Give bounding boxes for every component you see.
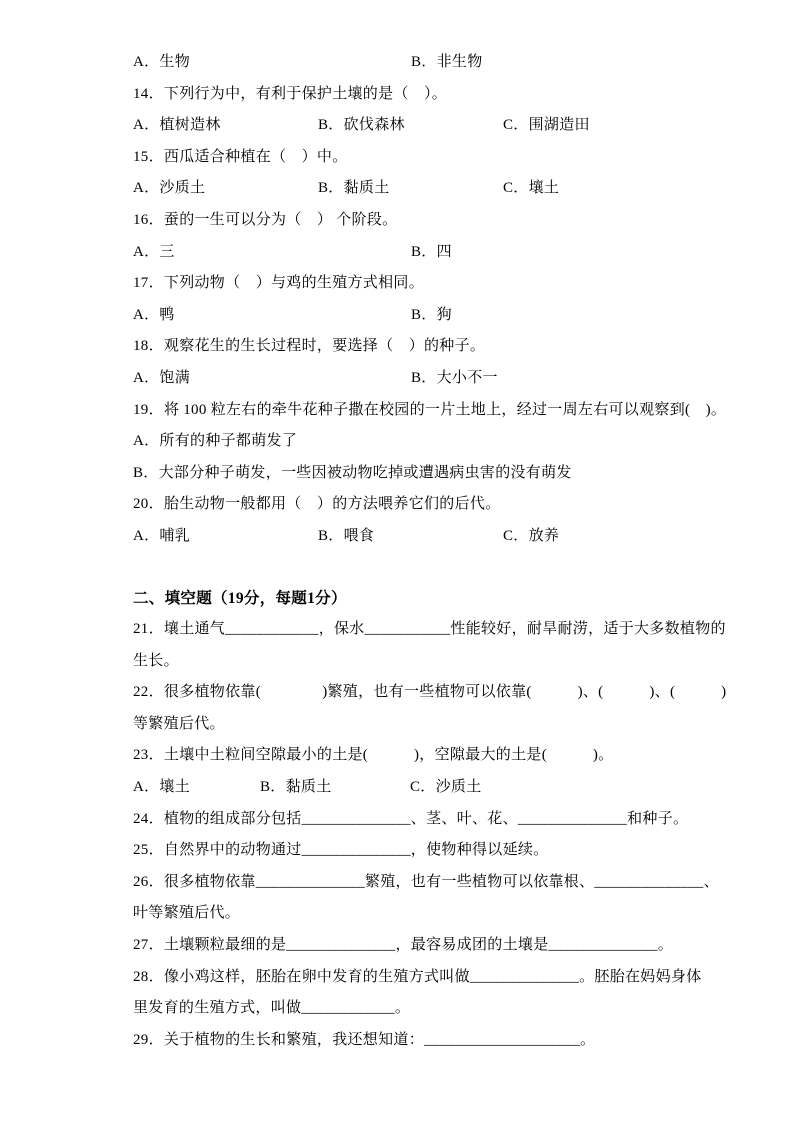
option-item: C．壤土	[503, 180, 560, 197]
text-line: A．所有的种子都萌发了	[133, 433, 298, 450]
option-item: B．黏质土	[260, 779, 332, 796]
text-line: 29．关于植物的生长和繁殖，我还想知道：____________________。	[133, 1031, 596, 1048]
text-line: 28．像小鸡这样，胚胎在卵中发育的生殖方式叫做______________。胚胎在妈妈身体	[133, 968, 702, 985]
options-row	[133, 363, 668, 395]
text-line: 生长。	[133, 652, 179, 669]
section-gap	[133, 553, 668, 583]
text-line: 17．下列动物（ ）与鸡的生殖方式相同。	[133, 275, 425, 292]
options-row	[133, 173, 668, 205]
options-row	[133, 300, 668, 332]
option-item: C．放养	[503, 527, 560, 544]
option-item: B．四	[411, 243, 452, 260]
text-line: 27．土壤颗粒最细的是______________，最容易成团的土壤是______________。	[133, 937, 674, 954]
option-item: A．三	[133, 243, 175, 260]
option-item: A．哺乳	[133, 527, 191, 544]
text-line: 15．西瓜适合种植在（ ）中。	[133, 148, 348, 165]
text-line: 里发育的生殖方式，叫做____________。	[133, 1000, 411, 1017]
options-row	[133, 772, 668, 804]
text-line: 14．下列行为中，有利于保护土壤的是（ ）。	[133, 85, 448, 102]
option-item: B．大小不一	[411, 369, 498, 386]
text-line: 25．自然界中的动物通过______________，使物种得以延续。	[133, 842, 549, 859]
option-item: C．围湖造田	[503, 117, 590, 134]
text-line: 等繁殖后代。	[133, 715, 225, 732]
document-body	[133, 47, 727, 1056]
option-item: A．壤土	[133, 779, 191, 796]
option-item: A．植树造林	[133, 117, 221, 134]
option-item: B．非生物	[411, 54, 483, 70]
text-line: 18．观察花生的生长过程时，要选择（ ）的种子。	[133, 338, 486, 355]
text-line: 23．土壤中土粒间空隙最小的土是( )，空隙最大的土是( )。	[133, 747, 614, 764]
text-line: 16．蚕的一生可以分为（ ） 个阶段。	[133, 211, 398, 228]
option-item: A．生物	[133, 54, 191, 70]
section-header: 二、填空题（19分，每题1分）	[133, 589, 347, 607]
option-item: B．黏质土	[318, 180, 390, 197]
option-item: A．鸭	[133, 306, 175, 323]
text-line: 26．很多植物依靠______________繁殖，也有一些植物可以依靠根、______________、	[133, 873, 719, 890]
options-row	[133, 47, 668, 79]
text-line: 24．植物的组成部分包括______________、茎、叶、花、______________和种子。	[133, 810, 689, 827]
option-item: B．狗	[411, 306, 452, 323]
options-row	[133, 521, 668, 553]
text-line: 叶等繁殖后代。	[133, 905, 241, 922]
options-row	[133, 237, 668, 269]
text-line: 22．很多植物依靠( )繁殖，也有一些植物可以依靠( )、( )、( )	[133, 684, 727, 701]
option-item: B．喂食	[318, 527, 375, 544]
options-row	[133, 110, 668, 142]
text-line: B．大部分种子萌发，一些因被动物吃掉或遭遇病虫害的没有萌发	[133, 464, 572, 481]
option-item: A．饱满	[133, 369, 191, 386]
text-line: 19．将 100 粒左右的牵牛花种子撒在校园的一片土地上，经过一周左右可以观察到( )。	[133, 401, 727, 418]
option-item: C．沙质土	[410, 779, 482, 796]
option-item: B．砍伐森林	[318, 117, 405, 134]
option-item: A．沙质土	[133, 180, 206, 197]
text-line: 20．胎生动物一般都用（ ）的方法喂养它们的后代。	[133, 496, 501, 513]
document-lines	[133, 47, 727, 1056]
text-line: 21．壤土通气____________，保水___________性能较好，耐旱耐涝，适于大多数植物的	[133, 621, 726, 638]
